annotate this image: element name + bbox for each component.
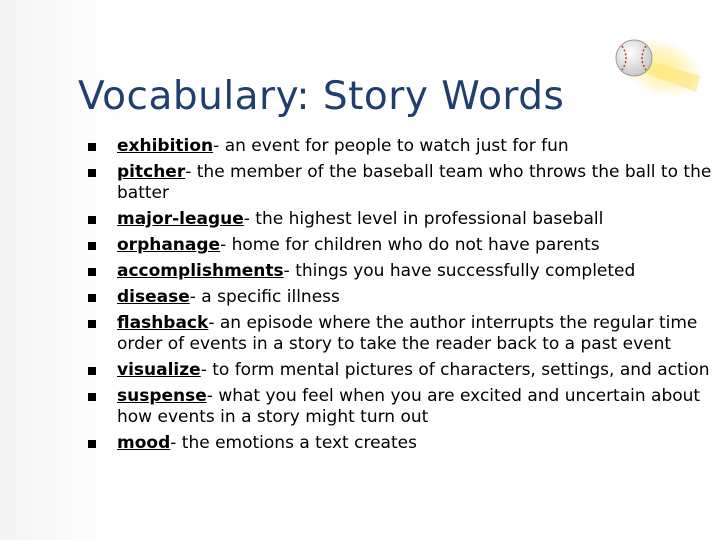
vocab-term: accomplishments: [117, 261, 284, 281]
list-item: [88, 209, 713, 230]
vocab-definition: - an event for people to watch just for fun: [213, 136, 569, 156]
vocab-term: disease: [117, 287, 190, 307]
square-bullet-icon: [88, 320, 96, 328]
list-item: [88, 386, 713, 428]
vocab-definition: - what you feel when you are excited and uncertain about how events in a story might turn out: [117, 386, 701, 427]
vocab-term: visualize: [117, 360, 201, 380]
square-bullet-icon: [88, 440, 96, 448]
vocab-term: flashback: [117, 313, 209, 333]
vocab-definition: - a specific illness: [189, 287, 340, 307]
vocab-term: exhibition: [117, 136, 214, 156]
vocab-term: orphanage: [117, 235, 221, 255]
vocab-term: major-league: [117, 209, 244, 229]
list-item: [88, 136, 713, 157]
square-bullet-icon: [88, 143, 96, 151]
vocab-definition: - to form mental pictures of characters, settings, and action: [200, 360, 710, 380]
square-bullet-icon: [88, 393, 96, 401]
square-bullet-icon: [88, 294, 96, 302]
vocab-definition: - things you have successfully completed: [283, 261, 636, 281]
vocab-definition: - the member of the baseball team who throws the ball to the batter: [117, 162, 712, 203]
list-item: [88, 162, 713, 204]
baseball-icon: [600, 30, 710, 110]
vocab-definition: - the emotions a text creates: [170, 433, 417, 453]
vocab-term: pitcher: [117, 162, 186, 182]
vocab-definition: - home for children who do not have parents: [220, 235, 600, 255]
vocab-definition: - the highest level in professional baseball: [243, 209, 604, 229]
list-item: [88, 433, 713, 454]
vocab-definition: - an episode where the author interrupts the regular time order of events in a story to take the reader back to a past event: [117, 313, 698, 354]
square-bullet-icon: [88, 216, 96, 224]
list-item: [88, 313, 713, 355]
vocabulary-list: [88, 136, 713, 459]
square-bullet-icon: [88, 367, 96, 375]
vocab-term: suspense: [117, 386, 207, 406]
list-item: [88, 235, 713, 256]
slide-title: Vocabulary: Story Words: [78, 74, 565, 119]
square-bullet-icon: [88, 242, 96, 250]
list-item: [88, 287, 713, 308]
square-bullet-icon: [88, 268, 96, 276]
list-item: [88, 360, 713, 381]
square-bullet-icon: [88, 169, 96, 177]
list-item: [88, 261, 713, 282]
vocab-term: mood: [117, 433, 171, 453]
